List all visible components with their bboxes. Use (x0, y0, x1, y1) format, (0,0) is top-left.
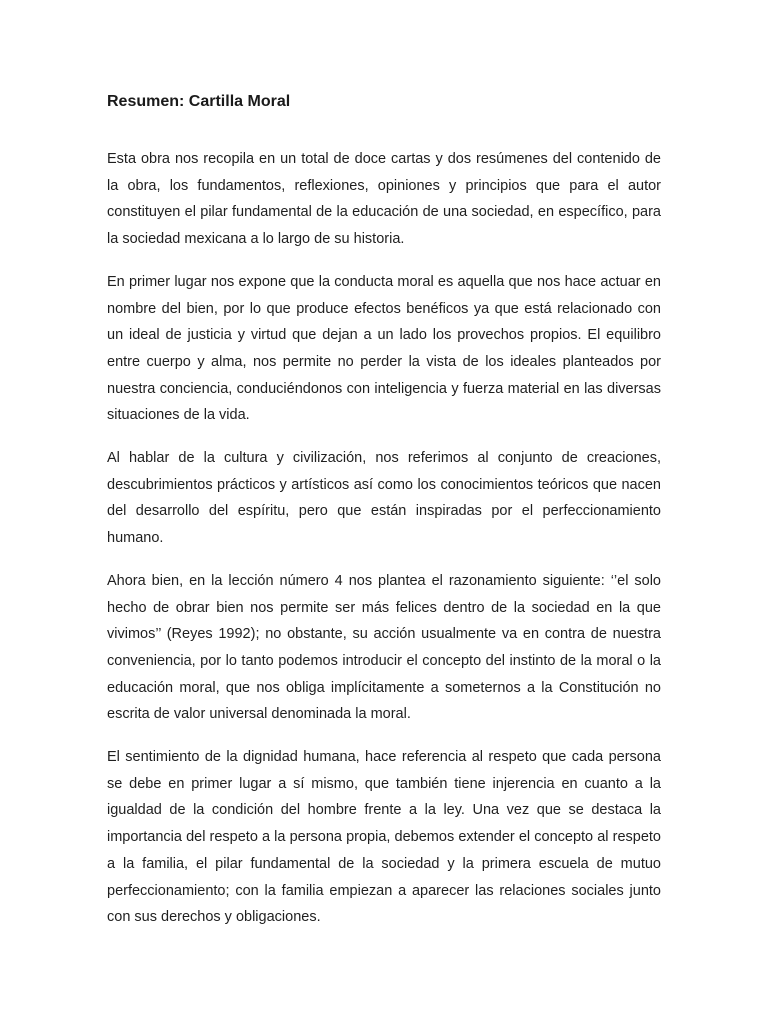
paragraph: El sentimiento de la dignidad humana, hace referencia al respeto que cada persona se debe en primer lugar a sí mismo, que también tiene injerencia en cuanto a la igualdad de la condición del hombre frente a la ley. Una vez que se destaca la importancia del respeto a la persona propia, debemos extender el concepto al respeto a la familia, el pilar fundamental de la sociedad y la primera escuela de mutuo perfeccionamiento; con la familia empiezan a aparecer las relaciones sociales junto con sus derechos y obligaciones. (107, 749, 661, 926)
paragraph: En primer lugar nos expone que la conducta moral es aquella que nos hace actuar en nombre del bien, por lo que produce efectos benéficos ya que está relacionado con un ideal de justicia y virtud que dejan a un lado los provechos propios. El equilibro entre cuerpo y alma, nos permite no perder la vista de los ideales planteados por nuestra conciencia, conduciéndonos con inteligencia y fuerza material en las diversas situaciones de la vida. (107, 273, 661, 424)
paragraph: Esta obra nos recopila en un total de doce cartas y dos resúmenes del contenido de la obra, los fundamentos, reflexiones, opiniones y principios que para el autor constituyen el pilar fundamental de la educación de una sociedad, en específico, para la sociedad mexicana a lo largo de su historia. (107, 151, 661, 248)
paragraph: Al hablar de la cultura y civilización, nos referimos al conjunto de creaciones, descubrimientos prácticos y artísticos así como los conocimientos teóricos que nacen del desarrollo del espíritu, pero que están inspiradas por el perfeccionamiento humano. (107, 450, 661, 547)
paragraph: Ahora bien, en la lección número 4 nos plantea el razonamiento siguiente: ‘’el solo hecho de obrar bien nos permite ser más felices dentro de la sociedad en la que vivimos’’ (Reyes 1992); no obstante, su acción usualmente va en contra de nuestra conveniencia, por lo tanto podemos introducir el concepto del instinto de la moral o la educación moral, que nos obliga implícitamente a someternos a la Constitución no escrita de valor universal denominada la moral. (107, 572, 661, 723)
document-body (107, 146, 661, 931)
document-title: Resumen: Cartilla Moral (107, 93, 291, 110)
